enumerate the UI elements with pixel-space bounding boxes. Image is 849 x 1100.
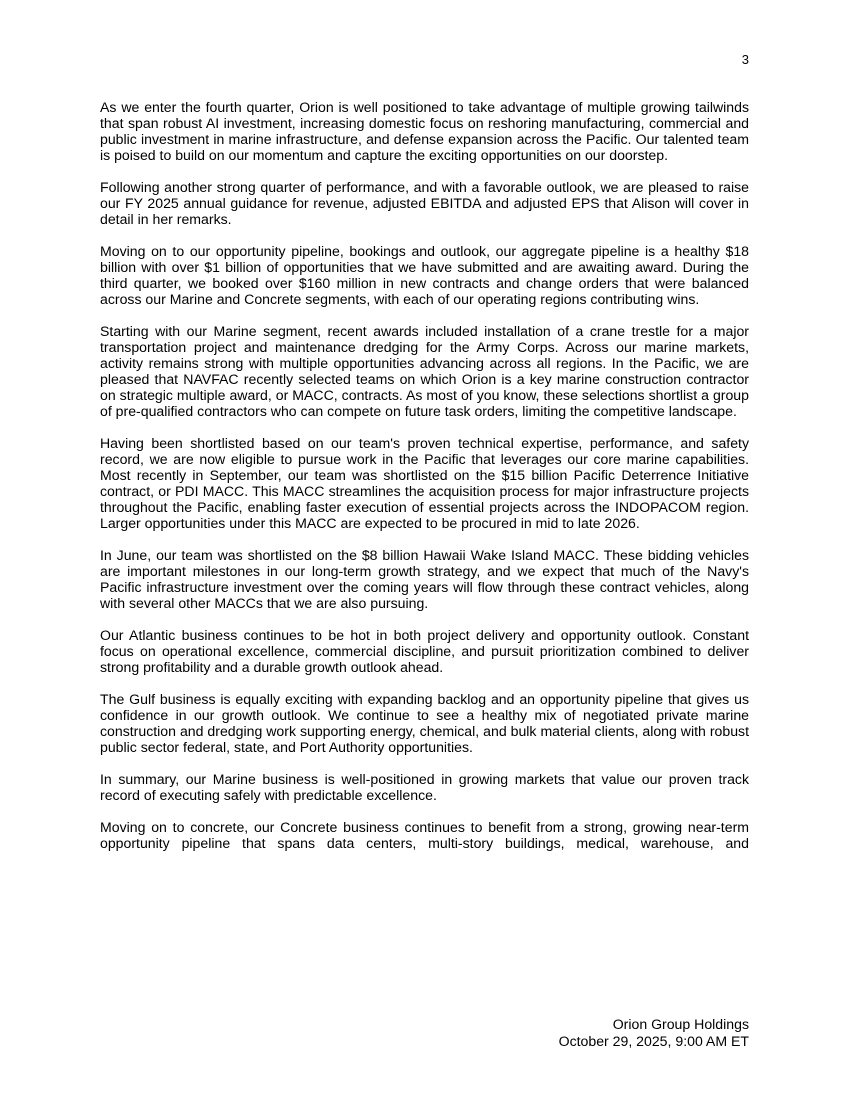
paragraph-outlook: As we enter the fourth quarter, Orion is well positioned to take advantage of multiple growing tailwinds that span robust AI investment, increasing domestic focus on reshoring manufacturing, commercial and public investment in marine infrastructure, and defense expansion across the Pacific. Our talented team is poised to build on our momentum and capture the exciting opportunities on our doorstep. [100, 99, 749, 163]
paragraph-hawaii-wake: In June, our team was shortlisted on the $8 billion Hawaii Wake Island MACC. These bidding vehicles are important milestones in our long-term growth strategy, and we expect that much of the Navy's Pacific infrastructure investment over the coming years will flow through these contract vehicles, along with several other MACCs that we are also pursuing. [100, 547, 749, 611]
paragraph-concrete: Moving on to concrete, our Concrete business continues to benefit from a strong, growing near-term opportunity pipeline that spans data centers, multi-story buildings, medical, warehouse, and [100, 819, 749, 851]
paragraph-pacific-macc: Having been shortlisted based on our team's proven technical expertise, performance, and safety record, we are now eligible to pursue work in the Pacific that leverages our core marine capabilities. Most recently in September, our team was shortlisted on the $15 billion Pacific Deterrence Initiative contract, or PDI MACC. This MACC streamlines the acquisition process for major infrastructure projects throughout the Pacific, enabling faster execution of essential projects across the INDOPACOM region. Larger opportunities under this MACC are expected to be procured in mid to late 2026. [100, 435, 749, 531]
footer-datetime: October 29, 2025, 9:00 AM ET [558, 1033, 749, 1049]
paragraph-pipeline: Moving on to our opportunity pipeline, bookings and outlook, our aggregate pipeline is a healthy $18 billion with over $1 billion of opportunities that we have submitted and are awaiting award. During the third quarter, we booked over $160 million in new contracts and change orders that were balanced across our Marine and Concrete segments, with each of our operating regions contributing wins. [100, 243, 749, 307]
page-footer [449, 1016, 749, 1050]
paragraph-marine-summary: In summary, our Marine business is well-positioned in growing markets that value our proven track record of executing safely with predictable excellence. [100, 771, 749, 803]
page-number: 3 [741, 52, 749, 67]
paragraph-gulf: The Gulf business is equally exciting with expanding backlog and an opportunity pipeline that gives us confidence in our growth outlook. We continue to see a healthy mix of negotiated private marine construction and dredging work supporting energy, chemical, and bulk material clients, along with robust public sector federal, state, and Port Authority opportunities. [100, 691, 749, 755]
paragraph-atlantic: Our Atlantic business continues to be hot in both project delivery and opportunity outlook. Constant focus on operational excellence, commercial discipline, and pursuit prioritization combined to deliver strong profitability and a durable growth outlook ahead. [100, 627, 749, 675]
transcript-body [100, 99, 749, 851]
paragraph-marine-segment: Starting with our Marine segment, recent awards included installation of a crane trestle for a major transportation project and maintenance dredging for the Army Corps. Across our marine markets, activity remains strong with multiple opportunities advancing across all regions. In the Pacific, we are pleased that NAVFAC recently selected teams on which Orion is a key marine construction contractor on strategic multiple award, or MACC, contracts. As most of you know, these selections shortlist a group of pre-qualified contractors who can compete on future task orders, limiting the competitive landscape. [100, 323, 749, 419]
footer-company: Orion Group Holdings [612, 1016, 749, 1032]
paragraph-guidance: Following another strong quarter of performance, and with a favorable outlook, we are pleased to raise our FY 2025 annual guidance for revenue, adjusted EBITDA and adjusted EPS that Alison will cover in detail in her remarks. [100, 179, 749, 227]
